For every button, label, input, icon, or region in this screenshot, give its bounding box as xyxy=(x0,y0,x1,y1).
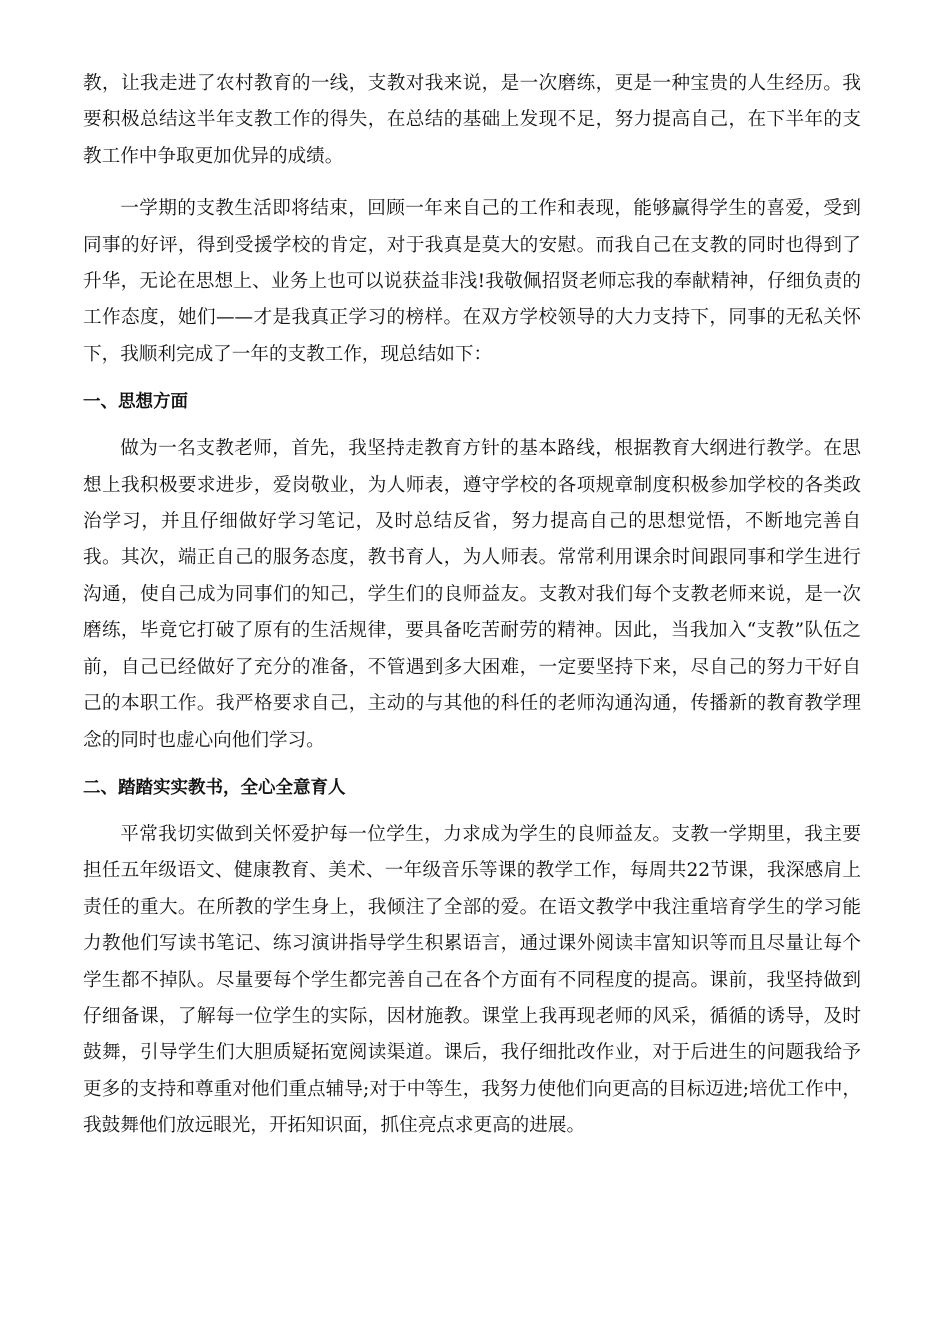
section-paragraph-teaching: 平常我切实做到关怀爱护每一位学生，力求成为学生的良师益友。支教一学期里，我主要担任五年级语文、健康教育、美术、一年级音乐等课的教学工作，每周共22节课，我深感肩上责任的重大。在所教的学生身上，我倾注了全部的爱。在语文教学中我注重培育学生的学习能力教他们写读书笔记、练习演讲指导学生积累语言，通过课外阅读丰富知识等而且尽量让每个学生都不掉队。尽量要每个学生都完善自己在各个方面有不同程度的提高。课前，我坚持做到仔细备课，了解每一位学生的实际，因材施教。课堂上我再现老师的风采，循循的诱导，及时鼓舞，引导学生们大胆质疑拓宽阅读渠道。课后，我仔细批改作业，对于后进生的问题我给予更多的支持和尊重对他们重点辅导;对于中等生，我努力使他们向更高的目标迈进;培优工作中，我鼓舞他们放远眼光，开拓知识面，抓住亮点求更高的进展。 xyxy=(83,823,861,1137)
section-heading-teaching: 二、踏踏实实教书，全心全意育人 xyxy=(83,777,346,798)
section-heading-thought: 一、思想方面 xyxy=(83,392,188,413)
intro-paragraph: 教，让我走进了农村教育的一线，支教对我来说，是一次磨练，更是一种宝贵的人生经历。我要积极总结这半年支教工作的得失，在总结的基础上发现不足，努力提高自己，在下半年的支教工作中争取更加优异的成绩。 xyxy=(83,73,861,167)
document-page xyxy=(83,66,861,1145)
summary-paragraph: 一学期的支教生活即将结束，回顾一年来自己的工作和表现，能够赢得学生的喜爱，受到同事的好评，得到受援学校的肯定，对于我真是莫大的安慰。而我自己在支教的同时也得到了升华，无论在思想上、业务上也可以说获益非浅!我敬佩招贤老师忘我的奉献精神，仔细负责的工作态度，她们——才是我真正学习的榜样。在双方学校领导的大力支持下，同事的无私关怀下，我顺利完成了一年的支教工作，现总结如下： xyxy=(83,198,861,365)
section-paragraph-thought: 做为一名支教老师，首先，我坚持走教育方针的基本路线，根据教育大纲进行教学。在思想上我积极要求进步，爱岗敬业，为人师表，遵守学校的各项规章制度积极参加学校的各类政治学习，并且仔细做好学习笔记，及时总结反省，努力提高自己的思想觉悟，不断地完善自我。其次，端正自己的服务态度，教书育人，为人师表。常常利用课余时间跟同事和学生进行沟通，使自己成为同事们的知己，学生们的良师益友。支教对我们每个支教老师来说，是一次磨练，毕竟它打破了原有的生活规律，要具备吃苦耐劳的精神。因此，当我加入“支教”队伍之前，自己已经做好了充分的准备，不管遇到多大困难，一定要坚持下来，尽自己的努力干好自己的本职工作。我严格要求自己，主动的与其他的科任的老师沟通沟通，传播新的教育教学理念的同时也虚心向他们学习。 xyxy=(83,438,861,751)
